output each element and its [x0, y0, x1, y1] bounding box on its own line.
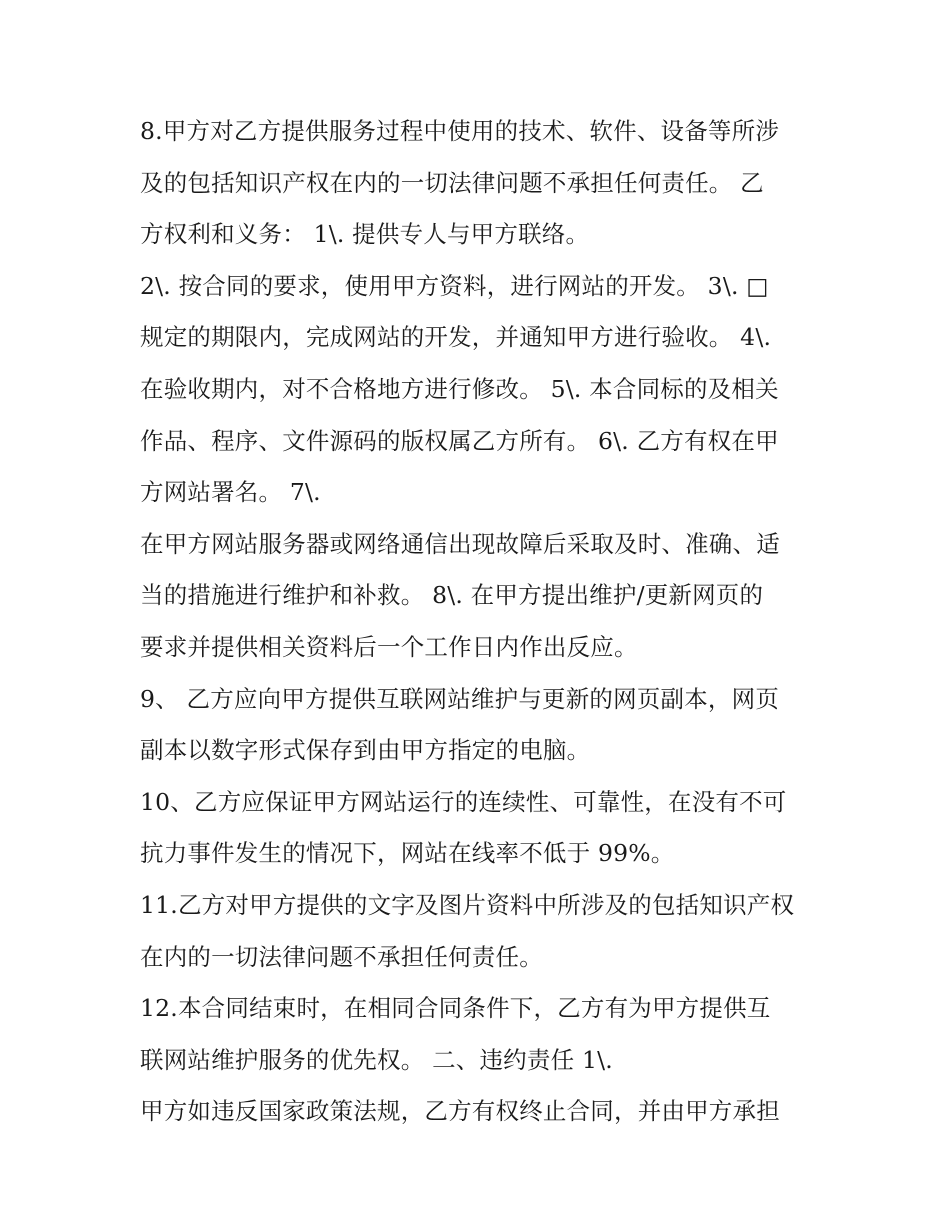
text-line: 12.本合同结束时，在相同合同条件下，乙方有为甲方提供互 — [140, 994, 771, 1023]
text-line: 10、乙方应保证甲方网站运行的连续性、可靠性，在没有不可 — [140, 787, 787, 816]
text-line: 方网站署名。 7\. — [140, 478, 321, 507]
text-line: 联网站维护服务的优先权。 二、违约责任 1\. — [140, 1045, 613, 1074]
text-line: 11.乙方对甲方提供的文字及图片资料中所涉及的包括知识产权 — [140, 890, 795, 919]
text-line: 在验收期内，对不合格地方进行修改。 5\. 本合同标的及相关 — [140, 374, 779, 403]
text-line: 要求并提供相关资料后一个工作日内作出反应。 — [140, 632, 638, 661]
text-line: 当的措施进行维护和补救。 8\. 在甲方提出维护/更新网页的 — [140, 581, 764, 610]
contract-text-body — [140, 106, 830, 1138]
text-line: 9、 乙方应向甲方提供互联网站维护与更新的网页副本，网页 — [140, 684, 780, 713]
text-line: 甲方如违反国家政策法规，乙方有权终止合同，并由甲方承担 — [140, 1097, 780, 1126]
text-line: 8.甲方对乙方提供服务过程中使用的技术、软件、设备等所涉 — [140, 117, 780, 145]
text-line: 方权利和义务： 1\. 提供专人与甲方联络。 — [140, 220, 590, 249]
text-line: 作品、程序、文件源码的版权属乙方所有。 6\. 乙方有权在甲 — [140, 426, 779, 455]
text-line: 在甲方网站服务器或网络通信出现故障后采取及时、准确、适 — [140, 529, 780, 558]
text-line: 抗力事件发生的情况下，网站在线率不低于 99%。 — [140, 839, 675, 868]
text-line: 及的包括知识产权在内的一切法律问题不承担任何责任。 乙 — [140, 168, 764, 197]
text-line: 副本以数字形式保存到由甲方指定的电脑。 — [140, 736, 591, 765]
text-line: 2\. 按合同的要求，使用甲方资料，进行网站的开发。 3\. □ — [140, 271, 769, 300]
text-line: 规定的期限内，完成网站的开发，并通知甲方进行验收。 4\. — [140, 323, 772, 352]
text-line: 在内的一切法律问题不承担任何责任。 — [140, 942, 543, 971]
